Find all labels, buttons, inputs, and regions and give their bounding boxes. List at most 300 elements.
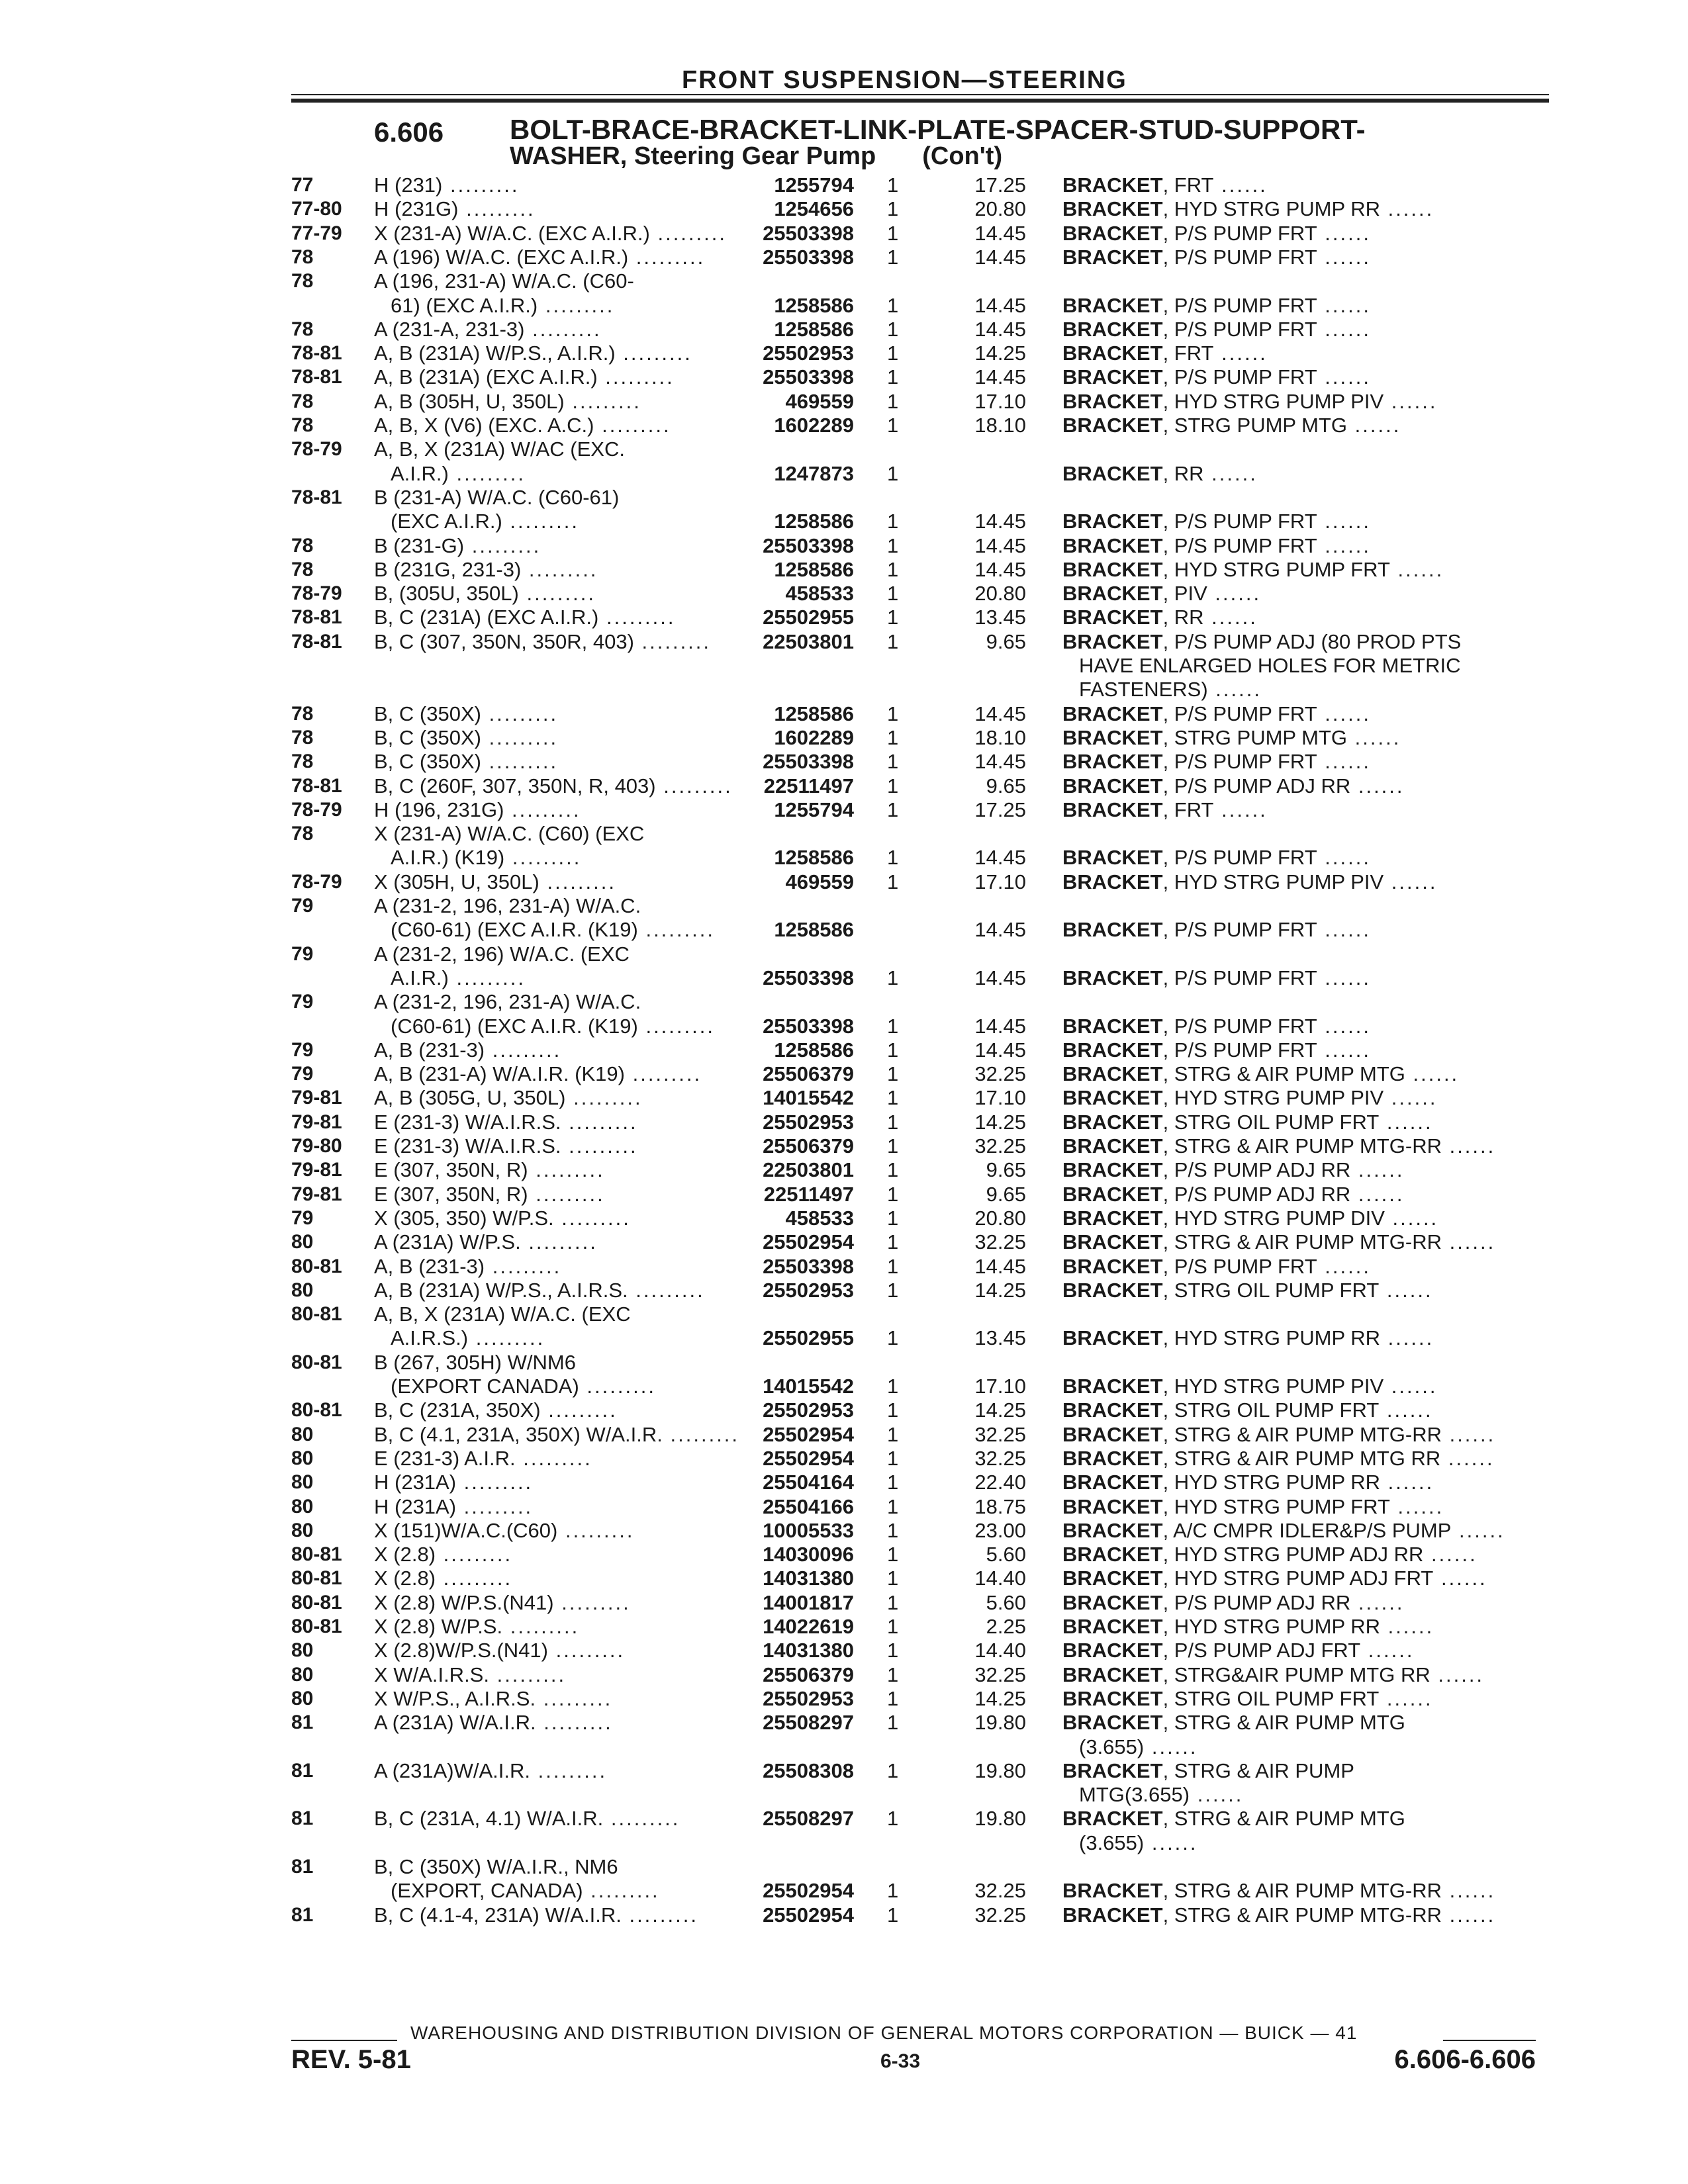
row-part-name-bold: BRACKET <box>1062 1686 1163 1710</box>
row-description-text: B, C (4.1-4, 231A) W/A.I.R. <box>374 1903 622 1927</box>
leader-dots: ...... <box>1433 1567 1487 1590</box>
row-description <box>374 1230 598 1254</box>
row-part-name <box>1062 1423 1495 1447</box>
row-quantity: 1 <box>887 1879 899 1903</box>
row-quantity: 1 <box>887 1182 899 1206</box>
row-price: 17.10 <box>974 870 1026 893</box>
row-description <box>374 222 727 246</box>
row-description-cont <box>391 966 526 990</box>
row-part-name <box>1062 1543 1477 1567</box>
leader-dots: ...... <box>1190 1783 1244 1807</box>
row-description <box>374 1062 702 1086</box>
row-part-name-bold: BRACKET <box>1062 1326 1163 1350</box>
row-description <box>374 1398 618 1422</box>
row-quantity: 1 <box>887 629 899 653</box>
row-description-text: X (2.8) W/P.S. <box>374 1615 503 1638</box>
row-part-name-rest: , STRG & AIR PUMP MTG <box>1162 1062 1405 1086</box>
row-quantity: 1 <box>887 1398 899 1422</box>
row-part-name <box>1062 365 1371 389</box>
row-part-name-bold: BRACKET <box>1062 1134 1163 1158</box>
row-description-text: X (231-A) W/A.C. (C60) (EXC <box>374 822 645 846</box>
row-part-number: 14015542 <box>763 1086 854 1110</box>
row-part-name <box>1062 750 1371 774</box>
row-part-name-rest: , HYD STRG PUMP PIV <box>1162 1375 1384 1398</box>
leader-dots: ......... <box>594 414 671 437</box>
row-price: 18.10 <box>974 725 1026 749</box>
row-part-number: 1258586 <box>774 1038 854 1062</box>
leader-dots: ...... <box>1317 317 1371 341</box>
row-part-name-bold: BRACKET <box>1062 1422 1163 1446</box>
leader-dots: ......... <box>442 173 520 197</box>
row-part-name-rest: , HYD STRG PUMP RR <box>1162 197 1380 221</box>
row-quantity: 1 <box>887 1494 899 1518</box>
leader-dots: ......... <box>539 870 616 893</box>
row-year: 78-81 <box>291 606 342 629</box>
row-part-name-bold: BRACKET <box>1062 1567 1163 1590</box>
row-quantity: 1 <box>887 173 899 197</box>
row-part-number: 25503398 <box>763 1014 854 1038</box>
leader-dots: ...... <box>1441 1879 1496 1903</box>
row-part-name-bold: BRACKET <box>1062 1446 1163 1470</box>
row-part-number: 25502954 <box>763 1903 854 1927</box>
row-part-name-bold: BRACKET <box>1062 966 1163 989</box>
row-part-name <box>1062 702 1371 726</box>
row-part-name-rest: , PIV <box>1162 582 1207 606</box>
row-description <box>374 1183 605 1206</box>
row-price: 20.80 <box>974 1206 1026 1230</box>
row-description-text: X W/P.S., A.I.R.S. <box>374 1686 536 1710</box>
leader-dots: ......... <box>637 918 715 942</box>
row-quantity: 1 <box>887 1086 899 1110</box>
row-price: 5.60 <box>986 1590 1026 1614</box>
row-price: 17.25 <box>974 797 1026 821</box>
row-description-text: A, B (305H, U, 350L) <box>374 389 565 413</box>
row-part-name <box>1062 726 1401 750</box>
row-part-number: 14015542 <box>763 1375 854 1398</box>
row-part-name-rest: , STRG & AIR PUMP MTG-RR <box>1162 1903 1442 1927</box>
leader-dots: ...... <box>1350 1182 1405 1206</box>
leader-dots: ...... <box>1430 1662 1485 1686</box>
row-quantity: 1 <box>887 293 899 317</box>
row-quantity: 1 <box>887 582 899 606</box>
row-price: 14.40 <box>974 1567 1026 1590</box>
row-part-name-bold: BRACKET <box>1062 221 1163 245</box>
row-year: 78-81 <box>291 774 342 797</box>
row-part-number: 22511497 <box>763 774 854 797</box>
row-description-text: A.I.R.) <box>391 461 449 485</box>
row-description <box>374 1158 605 1182</box>
row-part-name <box>1062 1567 1487 1590</box>
row-description-text: A (231A) W/P.S. <box>374 1230 521 1254</box>
row-part-name-bold: BRACKET <box>1062 1230 1163 1254</box>
row-year: 80 <box>291 1687 314 1709</box>
row-description-text: A, B, X (231A) W/A.C. (EXC <box>374 1302 631 1326</box>
row-description <box>374 197 536 221</box>
leader-dots: ......... <box>468 1326 545 1350</box>
row-year: 80 <box>291 1423 314 1445</box>
row-year: 78 <box>291 726 314 749</box>
leader-dots: ......... <box>456 1494 534 1518</box>
row-part-name-bold: BRACKET <box>1062 341 1163 365</box>
row-description <box>374 437 625 461</box>
row-price: 14.45 <box>974 221 1026 245</box>
leader-dots: ...... <box>1144 1831 1198 1854</box>
row-part-name-bold: BRACKET <box>1062 1662 1163 1686</box>
row-part-name-cont <box>1079 678 1262 702</box>
row-price: 14.45 <box>974 533 1026 557</box>
row-part-name <box>1062 1495 1444 1519</box>
leader-dots: ...... <box>1441 1422 1496 1446</box>
row-part-name-bold: BRACKET <box>1062 173 1163 197</box>
row-part-name <box>1062 222 1371 246</box>
row-part-name-rest: , P/S PUMP FRT <box>1162 245 1317 269</box>
row-description <box>374 630 711 654</box>
row-part-name <box>1062 1183 1405 1206</box>
leader-dots: ...... <box>1213 341 1268 365</box>
row-quantity: 1 <box>887 1110 899 1134</box>
row-part-number: 469559 <box>785 870 854 893</box>
row-price: 14.45 <box>974 750 1026 774</box>
row-description-text: B, C (307, 350N, 350R, 403) <box>374 629 634 653</box>
row-description-text: X W/A.I.R.S. <box>374 1662 489 1686</box>
row-description-text: B, C (231A, 4.1) W/A.I.R. <box>374 1807 604 1831</box>
row-description-text: B, C (350X) <box>374 725 481 749</box>
row-part-name-cont <box>1079 1783 1243 1807</box>
leader-dots: ......... <box>489 1662 567 1686</box>
row-year: 81 <box>291 1856 314 1878</box>
row-year: 78 <box>291 270 314 293</box>
row-part-name-bold: BRACKET <box>1062 797 1163 821</box>
row-price: 2.25 <box>986 1615 1026 1638</box>
row-part-name-text: HAVE ENLARGED HOLES FOR METRIC <box>1079 654 1461 677</box>
row-description <box>374 365 675 389</box>
row-part-name <box>1062 1711 1405 1735</box>
row-part-number: 25502954 <box>763 1879 854 1903</box>
row-part-name <box>1062 1639 1414 1662</box>
row-description-text: A, B (305G, U, 350L) <box>374 1086 566 1110</box>
row-part-number: 25504166 <box>763 1494 854 1518</box>
footer-revision: REV. 5-81 <box>291 2045 411 2074</box>
row-description-text: A, B (231-A) W/A.I.R. (K19) <box>374 1062 625 1086</box>
row-year: 78 <box>291 534 314 557</box>
row-description <box>374 1807 680 1831</box>
row-part-name-bold: BRACKET <box>1062 606 1163 629</box>
leader-dots: ......... <box>553 1590 631 1614</box>
row-part-name-rest: , P/S PUMP FRT <box>1162 533 1317 557</box>
leader-dots: ...... <box>1441 1230 1496 1254</box>
row-part-number: 1258586 <box>774 317 854 341</box>
leader-dots: ......... <box>518 582 596 606</box>
leader-dots: ...... <box>1350 774 1405 797</box>
row-description <box>374 702 558 726</box>
row-description <box>374 1903 698 1927</box>
row-description-text: A, B (231A) W/P.S., A.I.R.S. <box>374 1278 628 1302</box>
row-year: 77-79 <box>291 222 342 244</box>
row-description <box>374 1855 618 1879</box>
leader-dots: ......... <box>528 1182 605 1206</box>
leader-dots: ......... <box>615 341 692 365</box>
row-part-name <box>1062 1230 1495 1254</box>
leader-dots: ......... <box>564 389 641 413</box>
row-part-number: 22503801 <box>763 629 854 653</box>
row-description-text: X (2.8)W/P.S.(N41) <box>374 1639 549 1662</box>
row-part-name-rest: , P/S PUMP ADJ FRT <box>1162 1639 1361 1662</box>
leader-dots: ...... <box>1379 1110 1433 1134</box>
row-description <box>374 390 641 414</box>
row-year: 80 <box>291 1231 314 1253</box>
row-description <box>374 1423 739 1447</box>
row-part-name-rest: , P/S PUMP ADJ RR <box>1162 1182 1351 1206</box>
row-quantity: 1 <box>887 557 899 581</box>
leader-dots: ...... <box>1317 533 1371 557</box>
row-part-name-bold: BRACKET <box>1062 702 1163 725</box>
leader-dots: ......... <box>624 1062 702 1086</box>
row-description-text: B, (305U, 350L) <box>374 582 519 606</box>
row-part-name-rest: , HYD STRG PUMP RR <box>1162 1615 1380 1638</box>
row-quantity: 1 <box>887 725 899 749</box>
row-part-name-bold: BRACKET <box>1062 774 1163 797</box>
row-quantity: 1 <box>887 1711 899 1735</box>
row-part-name-bold: BRACKET <box>1062 1639 1163 1662</box>
row-quantity: 1 <box>887 221 899 245</box>
row-description <box>374 1687 612 1711</box>
row-price: 9.65 <box>986 629 1026 653</box>
row-description-text: B, C (350X) W/A.I.R., NM6 <box>374 1855 618 1878</box>
row-part-name <box>1062 1447 1495 1471</box>
leader-dots: ......... <box>504 846 582 870</box>
row-description-text: H (231A) <box>374 1471 457 1494</box>
row-part-name <box>1062 390 1437 414</box>
row-part-number: 25502954 <box>763 1230 854 1254</box>
row-part-number: 458533 <box>785 1206 854 1230</box>
row-part-name-rest: , HYD STRG PUMP DIV <box>1162 1206 1385 1230</box>
row-part-number: 25502953 <box>763 341 854 365</box>
row-part-name-rest: , STRG & AIR PUMP <box>1162 1758 1354 1782</box>
row-quantity: 1 <box>887 870 899 893</box>
row-part-number: 25508297 <box>763 1711 854 1735</box>
row-description <box>374 1279 705 1302</box>
row-part-name <box>1062 1062 1459 1086</box>
row-part-name-bold: BRACKET <box>1062 510 1163 533</box>
row-part-name-rest: , STRG PUMP MTG <box>1162 414 1348 437</box>
leader-dots: ......... <box>520 1230 598 1254</box>
row-part-name-rest: , P/S PUMP FRT <box>1162 221 1317 245</box>
row-year: 79 <box>291 1063 314 1085</box>
leader-dots: ...... <box>1383 1375 1438 1398</box>
row-part-number: 25502953 <box>763 1398 854 1422</box>
row-quantity: 1 <box>887 1615 899 1638</box>
leader-dots: ...... <box>1383 389 1438 413</box>
row-part-name-rest: , STRG & AIR PUMP MTG-RR <box>1162 1422 1442 1446</box>
row-description <box>374 990 641 1014</box>
row-price: 17.10 <box>974 1086 1026 1110</box>
row-part-number: 1602289 <box>774 725 854 749</box>
row-price: 14.40 <box>974 1639 1026 1662</box>
row-part-name <box>1062 1111 1433 1134</box>
row-price: 14.45 <box>974 365 1026 389</box>
row-part-number: 14031380 <box>763 1639 854 1662</box>
leader-dots: ...... <box>1380 197 1434 221</box>
row-part-name <box>1062 1615 1434 1639</box>
row-part-number: 1254656 <box>774 197 854 221</box>
row-description-text: X (2.8) <box>374 1543 436 1567</box>
row-price: 32.25 <box>974 1062 1026 1086</box>
row-part-number: 25508308 <box>763 1758 854 1782</box>
row-quantity: 1 <box>887 197 899 221</box>
row-description-text: B, C (350X) <box>374 702 481 725</box>
row-part-number: 25506379 <box>763 1062 854 1086</box>
row-part-number: 25503398 <box>763 245 854 269</box>
row-year: 78 <box>291 246 314 268</box>
row-price: 14.25 <box>974 1110 1026 1134</box>
leader-dots: ......... <box>655 774 733 797</box>
row-part-name <box>1062 966 1371 990</box>
row-price: 14.45 <box>974 702 1026 725</box>
row-quantity: 1 <box>887 797 899 821</box>
row-description-cont <box>391 510 579 533</box>
row-description-text: H (231A) <box>374 1494 457 1518</box>
leader-dots: ...... <box>1451 1518 1505 1542</box>
footer-text: WAREHOUSING AND DISTRIBUTION DIVISION OF GENERAL MOTORS CORPORATION — BUICK — 41 <box>410 2023 1358 2043</box>
row-year: 78-79 <box>291 438 342 461</box>
row-description <box>374 798 581 822</box>
leader-dots: ...... <box>1317 750 1371 774</box>
row-part-number: 25502954 <box>763 1422 854 1446</box>
row-part-number: 25502955 <box>763 1326 854 1350</box>
row-description <box>374 726 558 750</box>
row-part-name-bold: BRACKET <box>1062 846 1163 870</box>
row-price: 17.25 <box>974 173 1026 197</box>
row-part-name-bold: BRACKET <box>1062 1494 1163 1518</box>
row-year: 80-81 <box>291 1567 342 1590</box>
row-quantity: 1 <box>887 1686 899 1710</box>
row-quantity: 1 <box>887 1543 899 1567</box>
row-price: 32.25 <box>974 1903 1026 1927</box>
row-part-name <box>1062 774 1405 798</box>
row-quantity: 1 <box>887 1446 899 1470</box>
row-description-text: X (231-A) W/A.C. (EXC A.I.R.) <box>374 221 650 245</box>
row-quantity: 1 <box>887 533 899 557</box>
row-price: 32.25 <box>974 1134 1026 1158</box>
row-price: 32.25 <box>974 1230 1026 1254</box>
row-part-name-bold: BRACKET <box>1062 557 1163 581</box>
leader-dots: ...... <box>1347 414 1401 437</box>
row-description <box>374 870 616 894</box>
row-part-number: 25502955 <box>763 606 854 629</box>
leader-dots: ...... <box>1383 1086 1438 1110</box>
row-part-name-bold: BRACKET <box>1062 461 1163 485</box>
row-year: 80-81 <box>291 1615 342 1637</box>
row-description-cont <box>391 462 526 486</box>
row-year: 79-80 <box>291 1135 342 1157</box>
row-part-name-rest: , STRG & AIR PUMP MTG-RR <box>1162 1230 1442 1254</box>
leader-dots: ......... <box>579 1375 656 1398</box>
row-part-name <box>1062 1471 1434 1494</box>
row-part-name-rest: , P/S PUMP ADJ RR <box>1162 1590 1351 1614</box>
row-description-text: H (231) <box>374 173 443 197</box>
row-year: 78-81 <box>291 342 342 365</box>
row-part-name <box>1062 1879 1495 1903</box>
row-description <box>374 1591 631 1615</box>
row-part-name-bold: BRACKET <box>1062 365 1163 389</box>
row-part-name-bold: BRACKET <box>1062 1758 1163 1782</box>
row-part-number: 25502953 <box>763 1278 854 1302</box>
row-year: 78 <box>291 414 314 436</box>
row-year: 80 <box>291 1495 314 1518</box>
row-part-name-rest: , P/S PUMP FRT <box>1162 1014 1317 1038</box>
row-price: 22.40 <box>974 1471 1026 1494</box>
row-part-name <box>1062 846 1371 870</box>
leader-dots: ...... <box>1383 870 1438 893</box>
row-quantity: 1 <box>887 317 899 341</box>
row-year: 78 <box>291 702 314 725</box>
row-part-name-rest: , STRG PUMP MTG <box>1162 725 1348 749</box>
row-description-text: A, B (231A) W/P.S., A.I.R.) <box>374 341 616 365</box>
row-year: 78-81 <box>291 630 342 653</box>
row-price: 14.45 <box>974 846 1026 870</box>
leader-dots: ......... <box>485 1038 562 1062</box>
row-quantity: 1 <box>887 1471 899 1494</box>
leader-dots: ......... <box>649 221 727 245</box>
leader-dots: ......... <box>628 245 706 269</box>
row-part-name-rest: , FRT <box>1162 797 1214 821</box>
leader-dots: ...... <box>1347 725 1401 749</box>
row-part-name-bold: BRACKET <box>1062 870 1163 893</box>
leader-dots: ...... <box>1380 1615 1434 1638</box>
row-part-name-bold: BRACKET <box>1062 1590 1163 1614</box>
row-description-text: H (231G) <box>374 197 459 221</box>
row-description-text: A (231-2, 196, 231-A) W/A.C. <box>374 990 641 1014</box>
row-description-text: A, B, X (V6) (EXC. A.C.) <box>374 414 594 437</box>
row-description-text: E (231-3) A.I.R. <box>374 1446 516 1470</box>
row-year: 78-81 <box>291 366 342 388</box>
row-quantity: 1 <box>887 1062 899 1086</box>
row-description <box>374 822 644 846</box>
row-part-name-bold: BRACKET <box>1062 414 1163 437</box>
row-part-number: 25504164 <box>763 1471 854 1494</box>
row-quantity: 1 <box>887 1807 899 1831</box>
row-year: 79-81 <box>291 1087 342 1109</box>
row-year: 79 <box>291 1038 314 1061</box>
leader-dots: ...... <box>1441 1134 1496 1158</box>
row-quantity: 1 <box>887 1134 899 1158</box>
row-year: 80 <box>291 1279 314 1301</box>
row-part-name-rest: , STRG & AIR PUMP MTG <box>1162 1711 1405 1735</box>
row-part-name-bold: BRACKET <box>1062 582 1163 606</box>
row-part-name-rest: , RR <box>1162 606 1204 629</box>
row-quantity: 1 <box>887 1230 899 1254</box>
row-description <box>374 1711 613 1735</box>
row-description-text: A, B (231-3) <box>374 1038 485 1062</box>
row-part-number: 1258586 <box>774 846 854 870</box>
row-year: 79 <box>291 991 314 1013</box>
leader-dots: ...... <box>1317 245 1371 269</box>
row-part-name-rest: , HYD STRG PUMP ADJ FRT <box>1162 1567 1434 1590</box>
row-part-number: 10005533 <box>763 1518 854 1542</box>
row-year: 78 <box>291 558 314 580</box>
row-part-name <box>1062 1663 1484 1687</box>
row-part-name-bold: BRACKET <box>1062 1158 1163 1182</box>
row-part-name <box>1062 1687 1433 1711</box>
row-part-name-bold: BRACKET <box>1062 1615 1163 1638</box>
leader-dots: ......... <box>538 293 615 317</box>
row-quantity: 1 <box>887 1038 899 1062</box>
row-part-name-bold: BRACKET <box>1062 317 1163 341</box>
row-price: 20.80 <box>974 197 1026 221</box>
leader-dots: ......... <box>448 461 526 485</box>
leader-dots: ...... <box>1317 293 1371 317</box>
row-part-number: 25502954 <box>763 1446 854 1470</box>
